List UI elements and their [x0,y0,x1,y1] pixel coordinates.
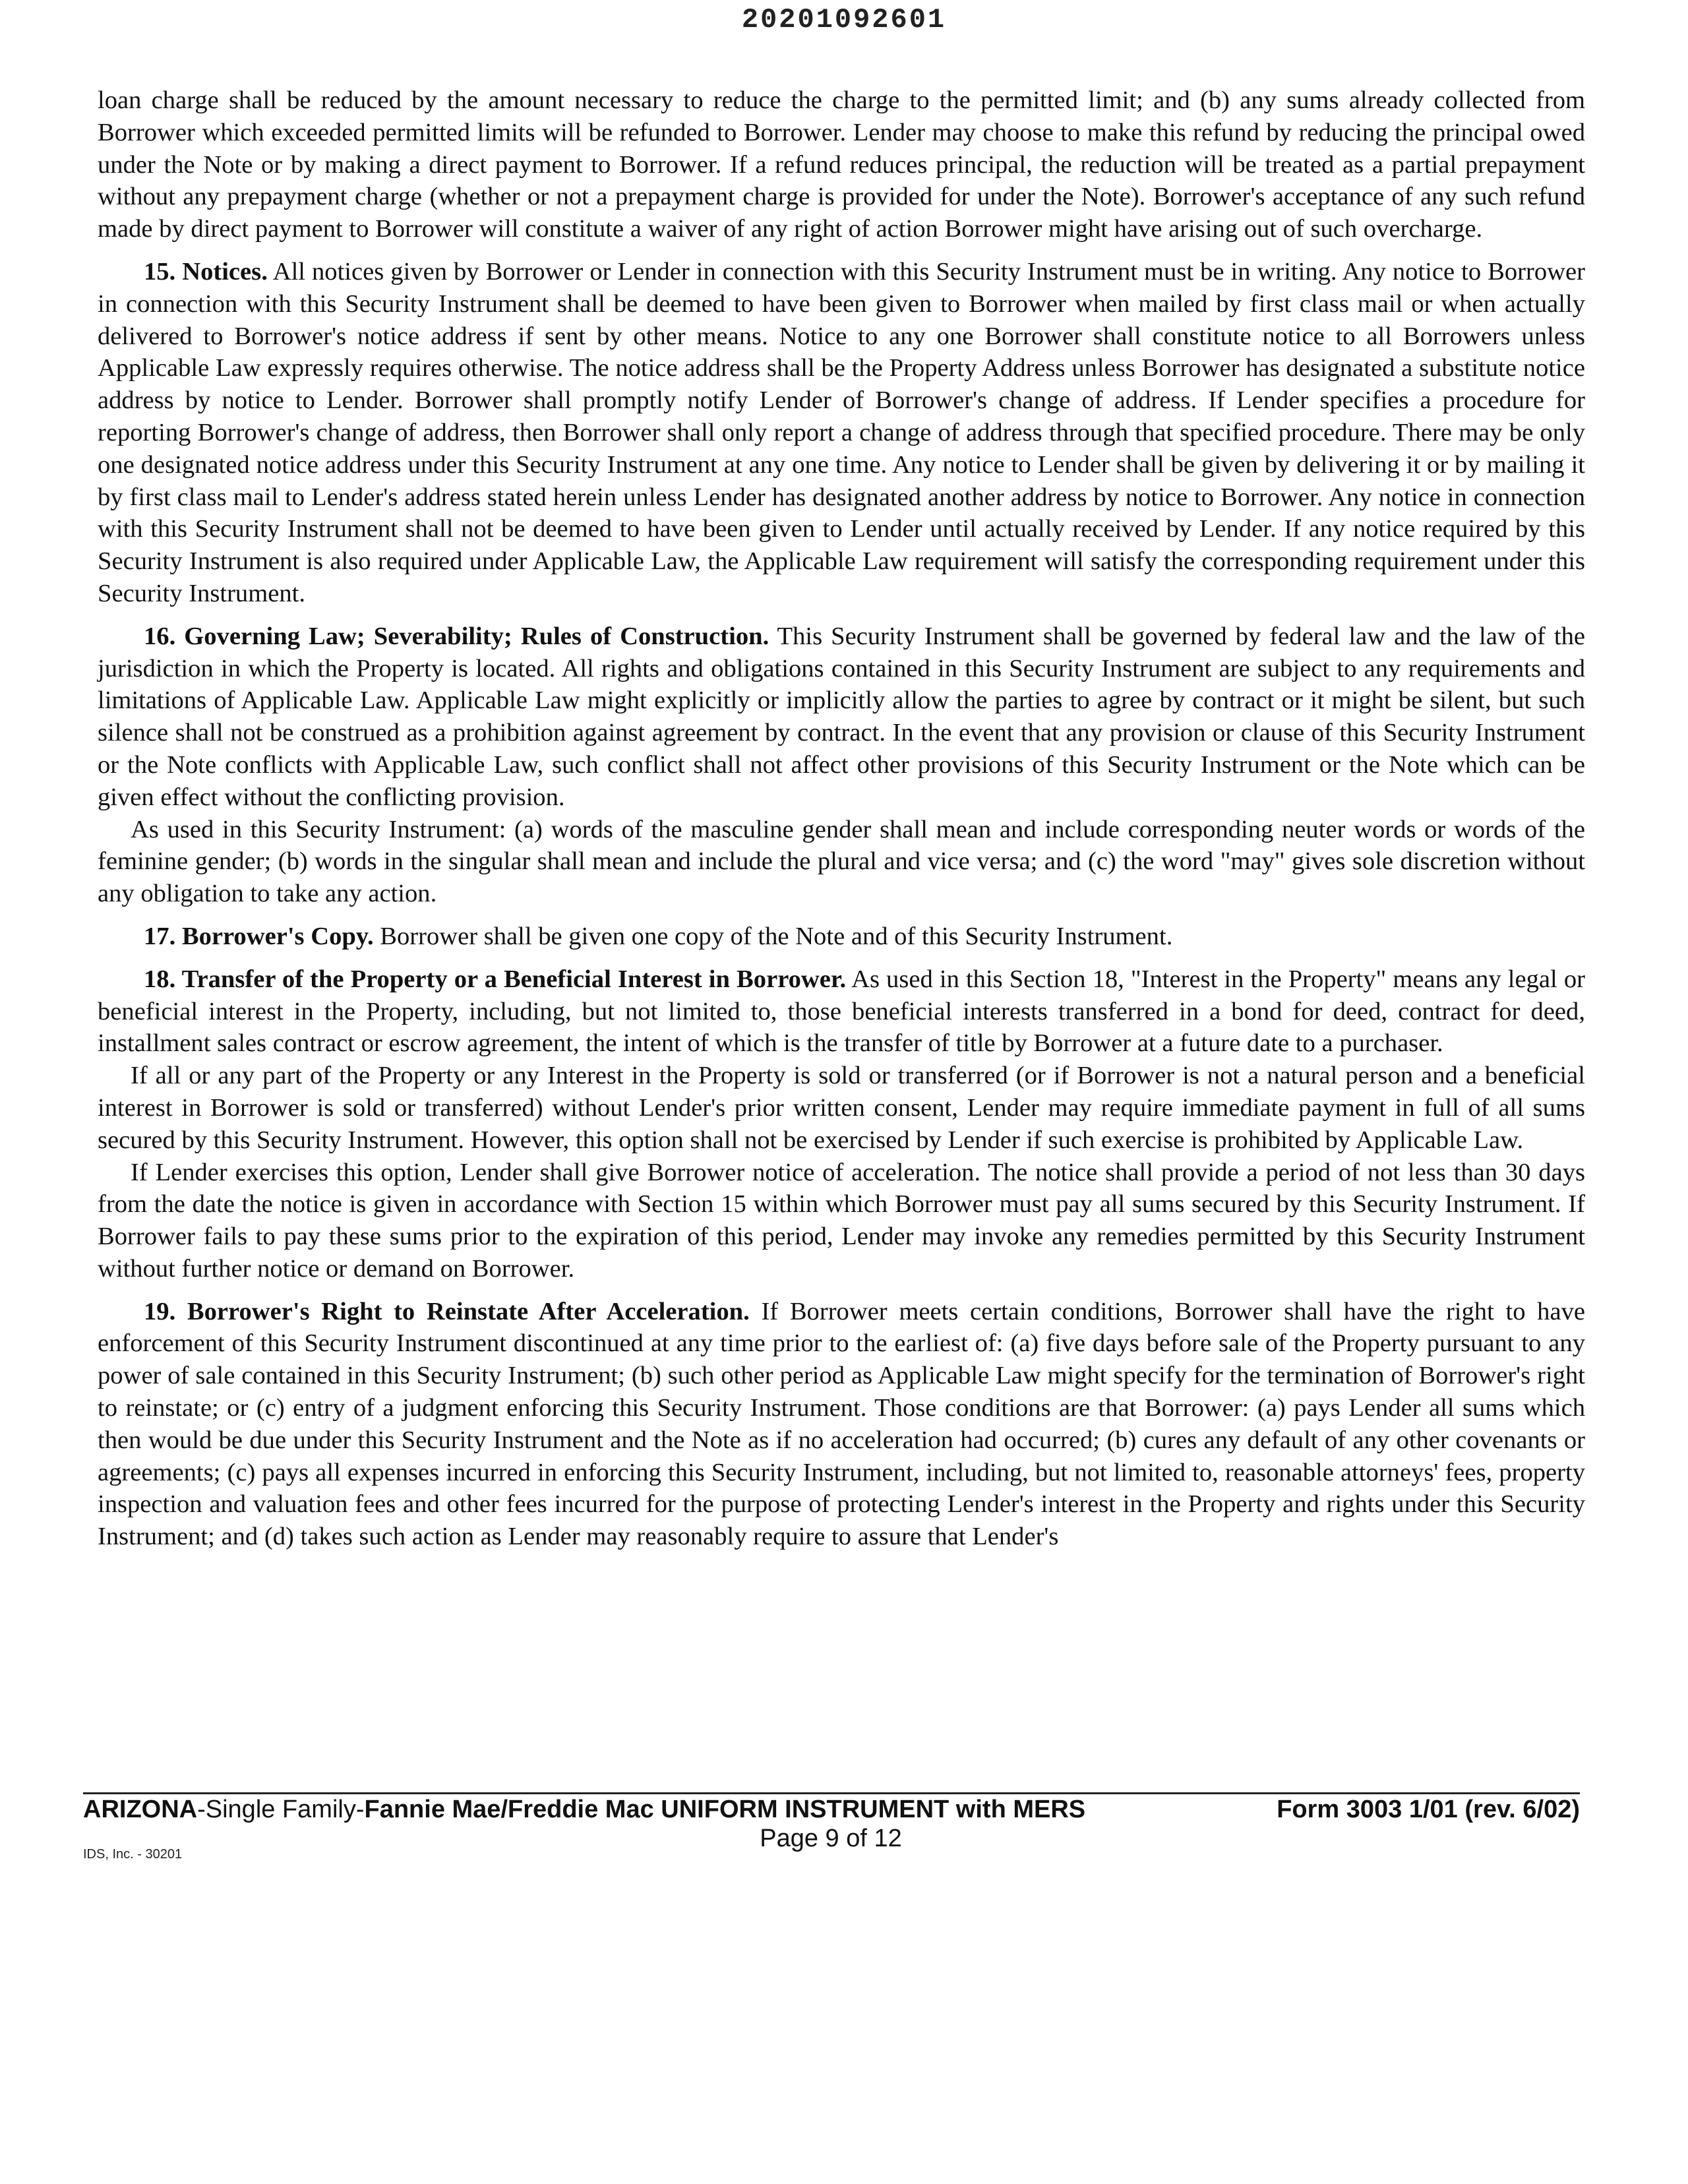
section-18-paragraph-3: If Lender exercises this option, Lender shall give Borrower notice of acceleration. The notice shall provide a period of not less than 30 days from the date the notice is given in accordance with Section 15 within which Borrower must pay all sums secured by this Security Instrument. If Borrower fails to pay these sums prior to the expiration of this period, Lender may invoke any remedies permitted by this Security Instrument without further notice or demand on Borrower. [98,1158,1585,1283]
section-19-text: If Borrower meets certain conditions, Borrower shall have the right to have enforcement of this Security Instrument discontinued at any time prior to the earliest of: (a) five days before sale of the Property pursuant to any power of sale contained in this Security Instrument; (b) such other period as Applicable Law might specify for the termination of Borrower's right to reinstate; or (c) entry of a judgment enforcing this Security Instrument. Those conditions are that Borrower: (a) pays Lender all sums which then would be due under this Security Instrument and the Note as if no acceleration had occurred; (b) cures any default of any other covenants or agreements; (c) pays all expenses incurred in enforcing this Security Instrument, including, but not limited to, reasonable attorneys' fees, property inspection and valuation fees and other fees incurred for the purpose of protecting Lender's interest in the Property and rights under this Security Instrument; and (d) takes such action as Lender may reasonably require to assure that Lender's [98,1297,1585,1551]
section-17-text: Borrower shall be given one copy of the Note and of this Security Instrument. [373,922,1173,950]
footer-form-title [83,1795,1580,1824]
section-16-paragraph-2: As used in this Security Instrument: (a) words of the masculine gender shall mean and include corresponding neuter words or words of the feminine gender; (b) words in the singular shall mean and include the plural and vice versa; and (c) the word "may" gives sole discretion without any obligation to take any action. [98,815,1585,908]
document-number: 20201092601 [741,4,947,36]
section-15-paragraph [98,256,1585,610]
section-15-text: All notices given by Borrower or Lender in connection with this Security Instrument must be in writing. Any notice to Borrower in connection with this Security Instrument shall be deemed to have been given to Borrower when mailed by first class mail or when actually delivered to Borrower's notice address if sent by other means. Notice to any one Borrower shall constitute notice to all Borrowers unless Applicable Law expressly requires otherwise. The notice address shall be the Property Address unless Borrower has designated a substitute notice address by notice to Lender. Borrower shall promptly notify Lender of Borrower's change of address. If Lender specifies a procedure for reporting Borrower's change of address, then Borrower shall only report a change of address through that specified procedure. There may be only one designated notice address under this Security Instrument at any one time. Any notice to Lender shall be given by delivering it or by mailing it by first class mail to Lender's address stated herein unless Lender has designated another address by notice to Borrower. Any notice in connection with this Security Instrument shall not be deemed to have been given to Lender until actually received by Lender. If any notice required by this Security Instrument is also required under Applicable Law, the Applicable Law requirement will satisfy the corresponding requirement under this Security Instrument. [98,257,1585,607]
page-number: Page 9 of 12 [760,1825,902,1852]
footer-divider [83,1792,1580,1794]
section-18-paragraph [98,963,1585,1060]
document-body [98,84,1585,1553]
section-19-heading: 19. Borrower's Right to Reinstate After Acceleration. [144,1297,750,1325]
section-16-heading: 16. Governing Law; Severability; Rules of Construction. [144,622,769,650]
section-18-heading: 18. Transfer of the Property or a Beneficial Interest in Borrower. [144,965,847,993]
section-17-heading: 17. Borrower's Copy. [144,922,374,950]
footer-vendor: IDS, Inc. - 30201 [83,1847,183,1862]
section-15-heading: 15. Notices. [144,257,268,286]
footer-form-number: Form 3003 1/01 (rev. 6/02) [1277,1796,1580,1823]
section-16-paragraph [98,621,1585,814]
section-17-paragraph [98,921,1585,953]
section-18-text: As used in this Section 18, "Interest in the Property" means any legal or beneficial interest in the Property, including, but not limited to, those beneficial interests transferred in a bond for deed, contract for deed, installment sales contract or escrow agreement, the intent of which is the transfer of title by Borrower at a future date to a purchaser. [98,965,1585,1058]
section-16-text: This Security Instrument shall be governed by federal law and the law of the jurisdiction in which the Property is located. All rights and obligations contained in this Security Instrument are subject to any requirements and limitations of Applicable Law. Applicable Law might explicitly or implicitly allow the parties to agree by contract or it might be silent, but such silence shall not be construed as a prohibition against agreement by contract. In the event that any provision or clause of this Security Instrument or the Note conflicts with Applicable Law, such conflict shall not affect other provisions of this Security Instrument or the Note which can be given effect without the conflicting provision. [98,622,1585,811]
footer-family: -Single Family- [197,1796,365,1823]
intro-paragraph: loan charge shall be reduced by the amount necessary to reduce the charge to the permitted limit; and (b) any sums already collected from Borrower which exceeded permitted limits will be refunded to Borrower. Lender may choose to make this refund by reducing the principal owed under the Note or by making a direct payment to Borrower. If a refund reduces principal, the reduction will be treated as a partial prepayment without any prepayment charge (whether or not a prepayment charge is provided for under the Note). Borrower's acceptance of any such refund made by direct payment to Borrower will constitute a waiver of any right of action Borrower might have arising out of such overcharge. [98,86,1585,243]
section-18-paragraph-2: If all or any part of the Property or any Interest in the Property is sold or transferred (or if Borrower is not a natural person and a beneficial interest in Borrower is sold or transferred) without Lender's prior written consent, Lender may require immediate payment in full of all sums secured by this Security Instrument. However, this option shall not be exercised by Lender if such exercise is prohibited by Applicable Law. [98,1062,1585,1154]
section-19-paragraph [98,1296,1585,1553]
footer-state: ARIZONA [83,1796,198,1823]
footer-agencies: Fannie Mae/Freddie Mac UNIFORM INSTRUMENT with MERS [364,1796,1086,1823]
